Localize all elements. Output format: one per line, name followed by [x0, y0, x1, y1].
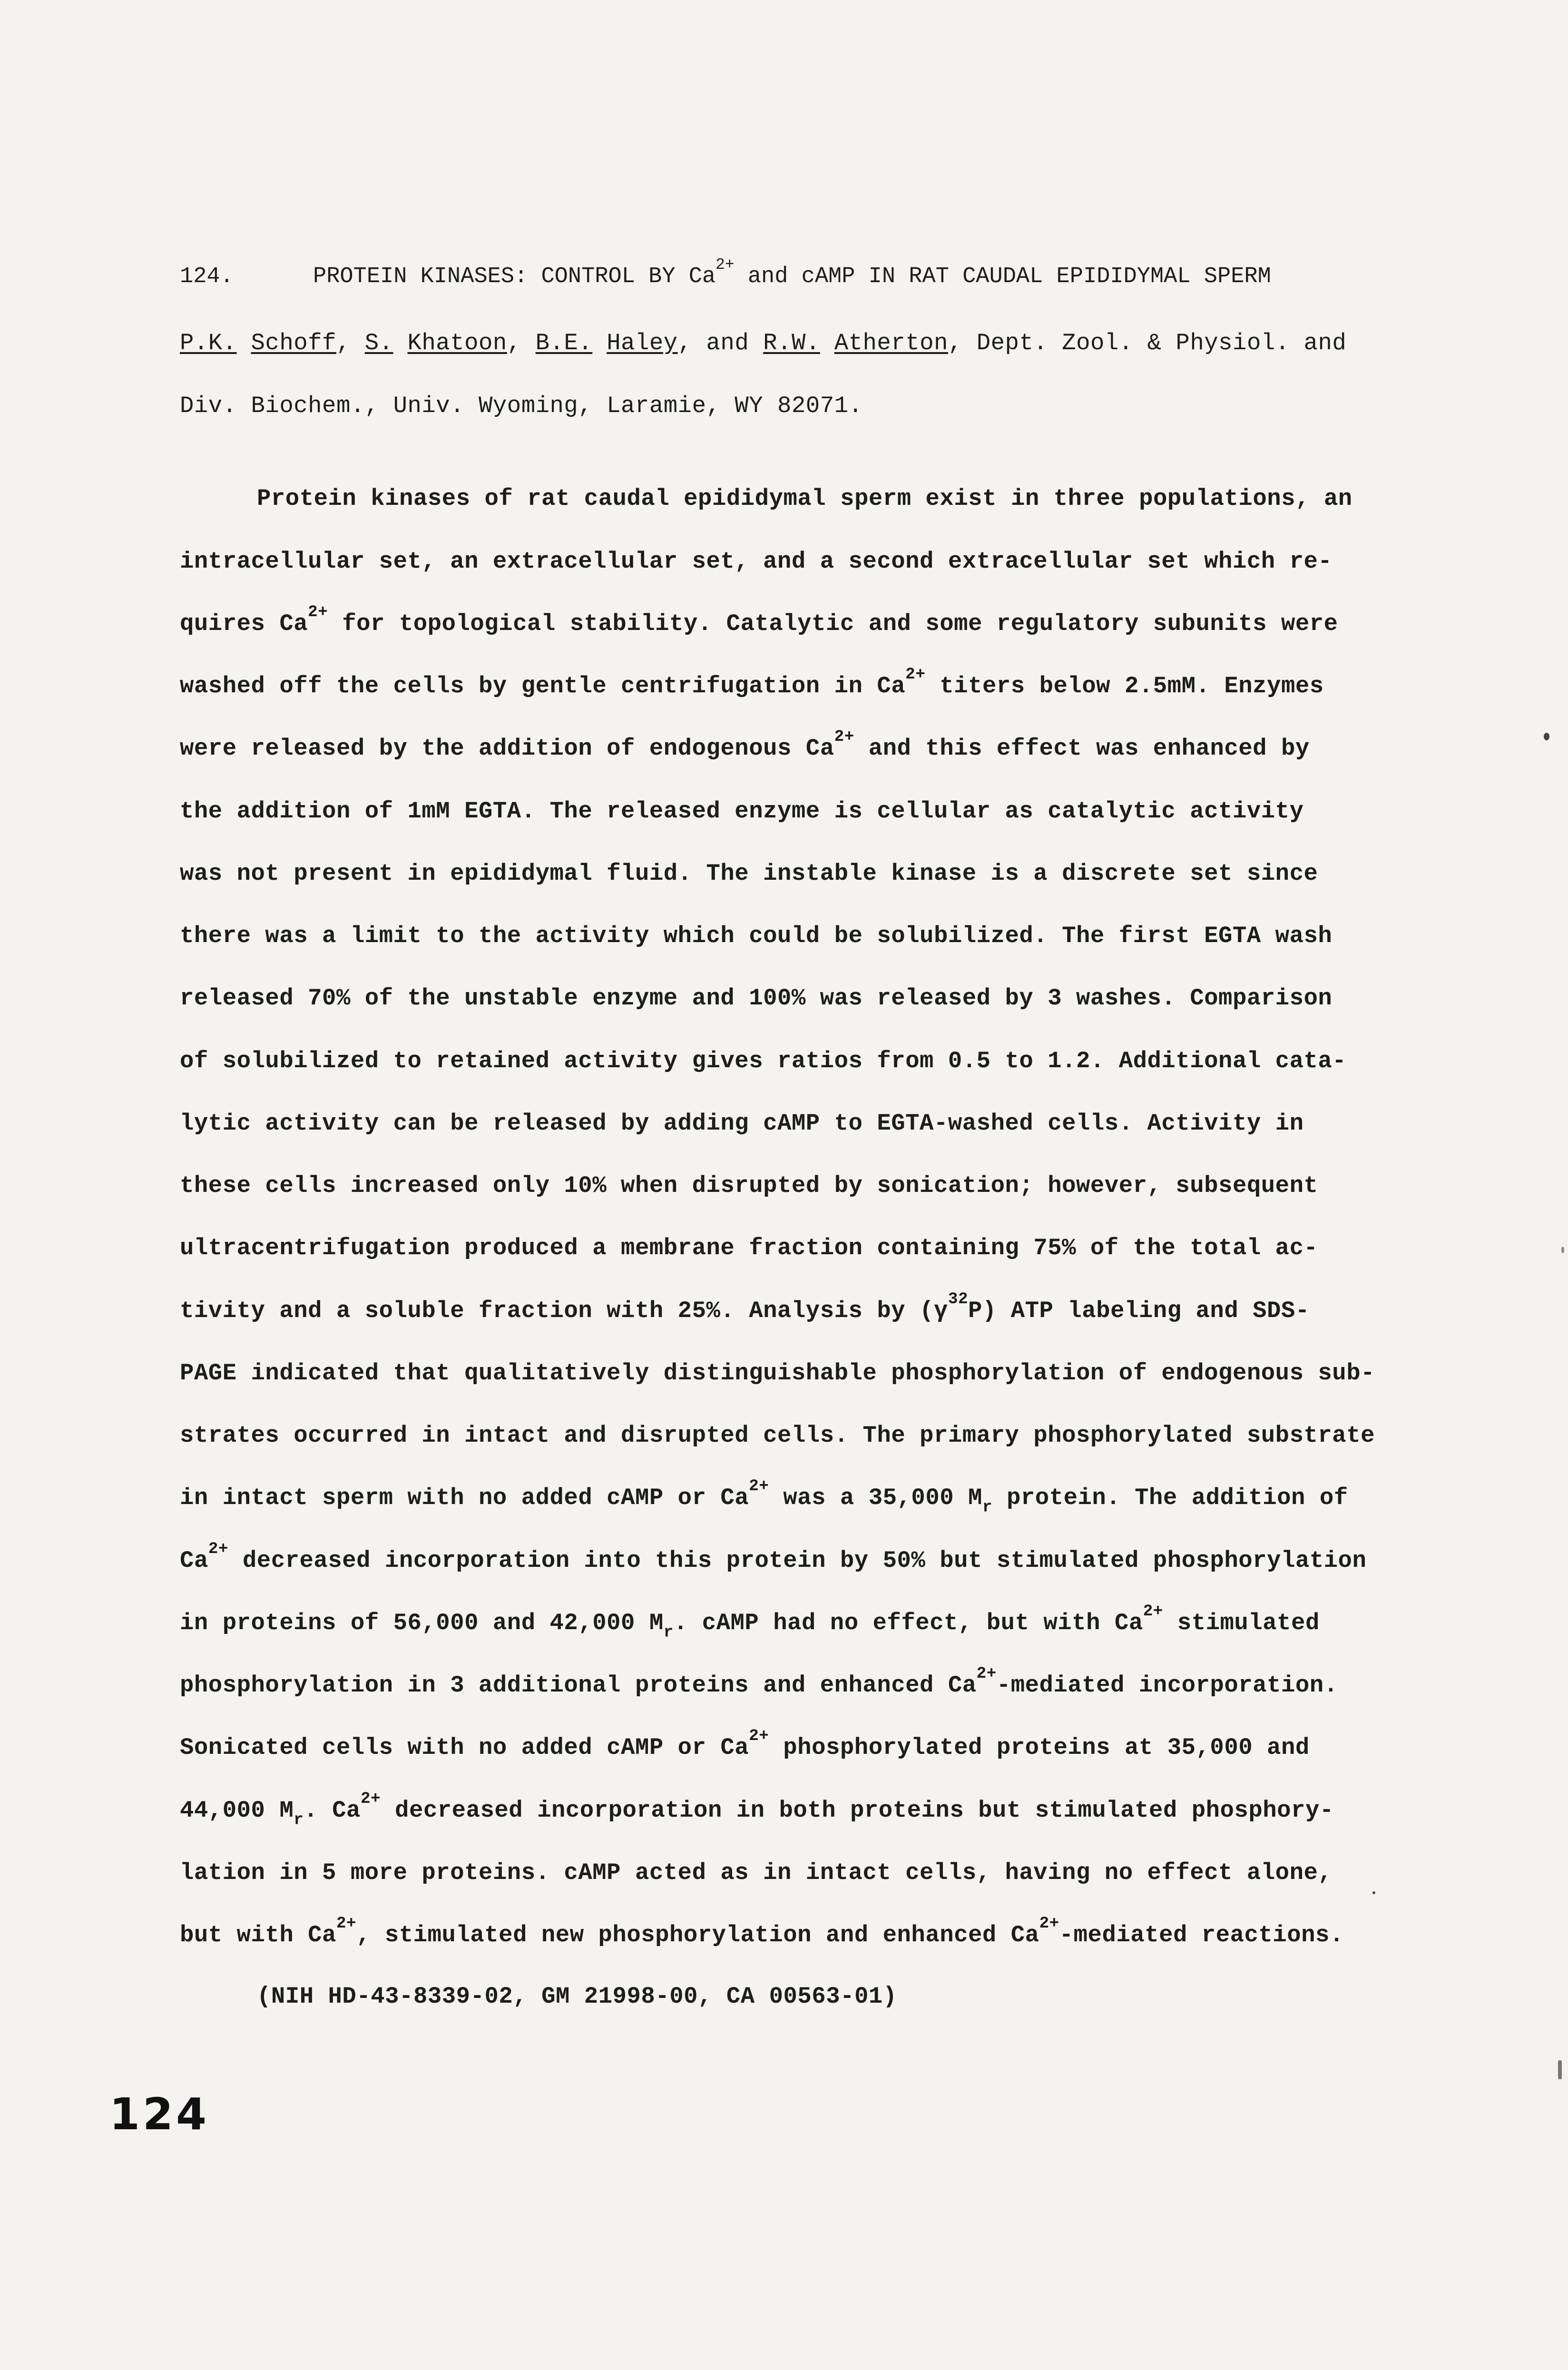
body-line-11: lytic activity can be released by adding cAMP to EGTA-washed cells. Activity in [180, 1110, 1304, 1137]
author-4-initials: R.W. [763, 330, 820, 356]
scan-speck [1561, 1247, 1564, 1253]
author-2-name: Khatoon [407, 330, 507, 356]
scan-speck [1372, 1891, 1375, 1894]
body-line-14: tivity and a soluble fraction with 25%. Analysis by $(\gamma^{32}P)$ ATP labeling and SDS- [180, 1289, 1310, 1324]
body-line-17: in intact sperm with no added cAMP or $Ca^{2+}$ was a 35,000 $M_r$ protein. The addition of [180, 1476, 1348, 1517]
body-line-9: released 70% of the unstable enzyme and 100% was released by 3 washes. Comparison [180, 985, 1333, 1012]
abstract-number: 124. [180, 264, 234, 289]
body-line-18: $Ca^{2+}$ decreased incorporation into this protein by 50% but stimulated phosphorylation [180, 1539, 1367, 1574]
body-line-10: of solubilized to retained activity gives ratios from 0.5 to 1.2. Additional cata- [180, 1048, 1347, 1074]
body-line-5: were released by the addition of endogenous $Ca^{2+}$ and this effect was enhanced by [180, 727, 1310, 762]
author-line: P.K. Schoff, S. Khatoon, B.E. Haley, and R.W. Atherton, Dept. Zool. & Physiol. and [180, 330, 1347, 356]
affiliation-part-1: , Dept. Zool. & Physiol. and [948, 330, 1347, 356]
body-line-13: ultracentrifugation produced a membrane fraction containing 75% of the total ac- [180, 1235, 1318, 1261]
body-line-16: strates occurred in intact and disrupted cells. The primary phosphorylated substrate [180, 1422, 1375, 1449]
body-line-22: 44,000 $M_r$. $Ca^{2+}$ decreased incorporation in both proteins but stimulated phosphory- [180, 1789, 1334, 1829]
abstract-title: PROTEIN KINASES: CONTROL BY $Ca^{2+}$ and cAMP IN RAT CAUDAL EPIDIDYMAL SPERM [313, 256, 1271, 289]
body-line-6: the addition of 1mM EGTA. The released enzyme is cellular as catalytic activity [180, 798, 1304, 825]
body-line-20: phosphorylation in 3 additional proteins and enhanced $Ca^{2+}$-mediated incorporation. [180, 1664, 1338, 1699]
body-line-21: Sonicated cells with no added cAMP or $Ca^{2+}$ phosphorylated proteins at 35,000 and [180, 1726, 1310, 1761]
author-2-initials: S. [364, 330, 393, 356]
body-line-4: washed off the cells by gentle centrifugation in $Ca^{2+}$ titers below 2.5mM. Enzymes [180, 665, 1324, 699]
author-3-name: Haley [607, 330, 678, 356]
body-line-3: quires $Ca^{2+}$ for topological stability. Catalytic and some regulatory subunits were [180, 602, 1338, 637]
body-line-23: lation in 5 more proteins. cAMP acted as in intact cells, having no effect alone, [180, 1859, 1333, 1886]
body-line-8: there was a limit to the activity which could be solubilized. The first EGTA wash [180, 923, 1333, 949]
body-line-24: but with $Ca^{2+}$, stimulated new phosphorylation and enhanced $Ca^{2+}$-mediated reactions. [180, 1914, 1344, 1948]
scan-speck [1544, 733, 1549, 740]
author-1-initials: P.K. [180, 330, 237, 356]
body-line-1: Protein kinases of rat caudal epididymal sperm exist in three populations, an [257, 485, 1352, 512]
abstract-title-line [180, 256, 1271, 289]
scan-speck [1558, 2060, 1562, 2079]
author-3-initials: B.E. [535, 330, 593, 356]
body-line-12: these cells increased only 10% when disrupted by sonication; however, subsequent [180, 1172, 1318, 1199]
author-1-name: Schoff [251, 330, 336, 356]
affiliation-line: Div. Biochem., Univ. Wyoming, Laramie, WY 82071. [180, 393, 863, 419]
author-4-name: Atherton [834, 330, 948, 356]
body-line-7: was not present in epididymal fluid. The instable kinase is a discrete set since [180, 860, 1318, 887]
page-number: 124 [109, 2089, 210, 2140]
body-line-19: in proteins of 56,000 and 42,000 $M_r$. cAMP had no effect, but with $Ca^{2+}$ stimulated [180, 1602, 1320, 1642]
body-line-15: PAGE indicated that qualitatively distinguishable phosphorylation of endogenous sub- [180, 1360, 1375, 1387]
body-line-2: intracellular set, an extracellular set, and a second extracellular set which re- [180, 548, 1333, 575]
funding-note: (NIH HD-43-8339-02, GM 21998-00, CA 00563-01) [257, 1983, 897, 2010]
